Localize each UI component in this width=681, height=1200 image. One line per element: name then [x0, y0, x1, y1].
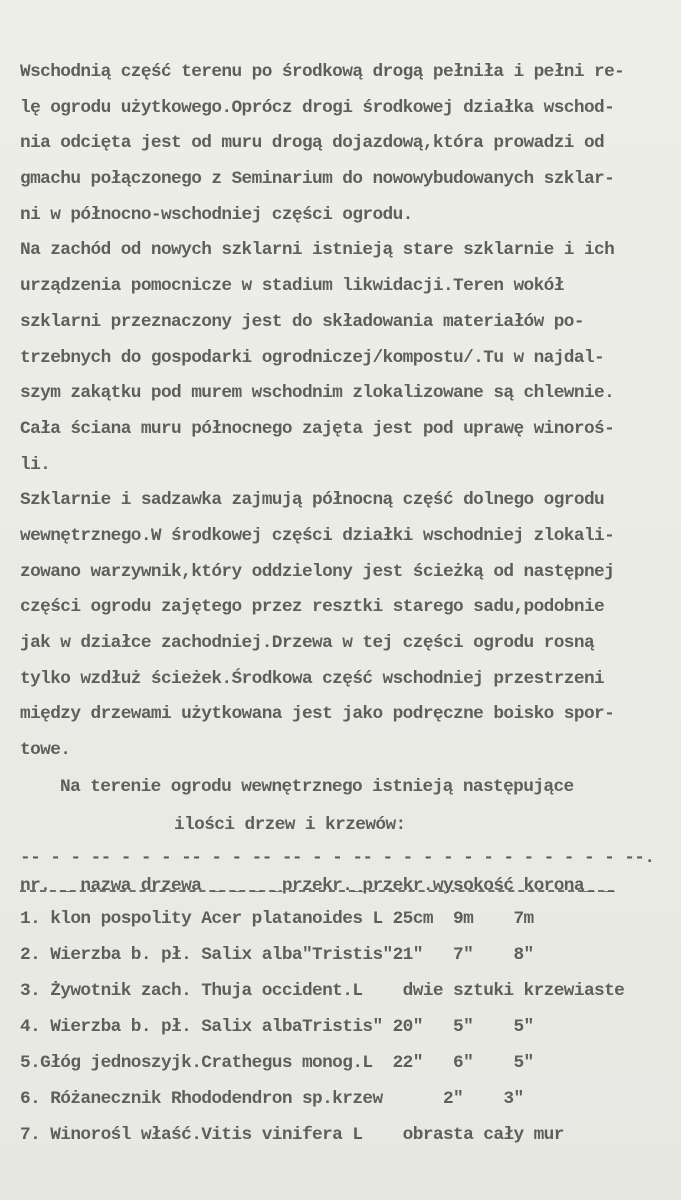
text-line: ni w północno-wschodniej części ogrodu. — [20, 204, 413, 225]
text-line: szym zakątku pod murem wschodnim zlokalizowane są chlewnie. — [20, 383, 615, 404]
text-line: jak w działce zachodniej.Drzewa w tej części ogrodu rosną — [20, 633, 595, 653]
text-line: li. — [20, 454, 51, 475]
table-row: 1. klon pospolity Acer platanoides L 25cm 9m 7m — [20, 909, 534, 929]
text-line: trzebnych do gospodarki ogrodniczej/kompostu/.Tu w najdal- — [20, 347, 605, 368]
text-line: Szklarnie i sadzawka zajmują północną część dolnego ogrodu — [20, 490, 605, 511]
text-line: urządzenia pomocnicze w stadium likwidacji.Teren wokół — [20, 276, 564, 297]
text-line: lę ogrodu użytkowego.Oprócz drogi środkowej działka wschod- — [20, 97, 615, 118]
table-rule: -- - - -- - - - -- - - -- -- - - -- - - - - - - - - - - - - --. — [20, 848, 655, 868]
text-line: Na zachód od nowych szklarni istnieją stare szklarnie i ich — [20, 240, 615, 261]
text-line: szklarni przeznaczony jest do składowania materiałów po- — [20, 311, 584, 332]
table-row: 2. Wierzba b. pł. Salix alba"Tristis"21" 7" 8" — [20, 945, 534, 965]
text-line: części ogrodu zajętego przez resztki starego sadu,podobnie — [20, 597, 605, 618]
text-line: wewnętrznego.W środkowej części działki wschodniej zlokali- — [20, 525, 615, 546]
summary-line-1: Na terenie ogrodu wewnętrznego istnieją następujące — [60, 777, 574, 797]
text-line: Cała ściana muru północnego zajęta jest pod uprawę winoroś- — [20, 418, 615, 439]
body-text — [20, 55, 680, 769]
table-row: 6. Różanecznik Rhododendron sp.krzew 2" 3" — [20, 1089, 524, 1109]
text-line: tylko wzdłuż ścieżek.Środkowa część wschodniej przestrzeni — [20, 668, 605, 689]
tree-table — [20, 845, 680, 1153]
text-line: Wschodnią część terenu po środkową drogą pełniła i pełni re- — [20, 62, 625, 82]
table-row: 4. Wierzba b. pł. Salix albaTristis" 20" 5" 5" — [20, 1017, 534, 1037]
table-row: 7. Winorośl właść.Vitis vinifera L obrasta cały mur — [20, 1125, 564, 1145]
summary-line-2: ilości drzew i krzewów: — [174, 815, 406, 835]
table-row: 5.Głóg jednoszyjk.Crathegus monog.L 22" 6" 5" — [20, 1053, 534, 1073]
text-line: nia odcięta jest od muru drogą dojazdową,która prowadzi od — [20, 133, 605, 154]
text-line: gmachu połączonego z Seminarium do nowowybudowanych szklar- — [20, 169, 615, 190]
text-line: towe. — [20, 740, 71, 761]
table-row: 3. Żywotnik zach. Thuja occident.L dwie sztuki krzewiaste — [20, 981, 625, 1001]
table-header: nr. _ nazwa drzewa _ _ _ _przekr._przekr.wysokość korona_ _ — [20, 876, 615, 896]
text-line: między drzewami użytkowana jest jako podręczne boisko spor- — [20, 704, 615, 725]
text-line: zowano warzywnik,który oddzielony jest ścieżką od następnej — [20, 561, 615, 582]
